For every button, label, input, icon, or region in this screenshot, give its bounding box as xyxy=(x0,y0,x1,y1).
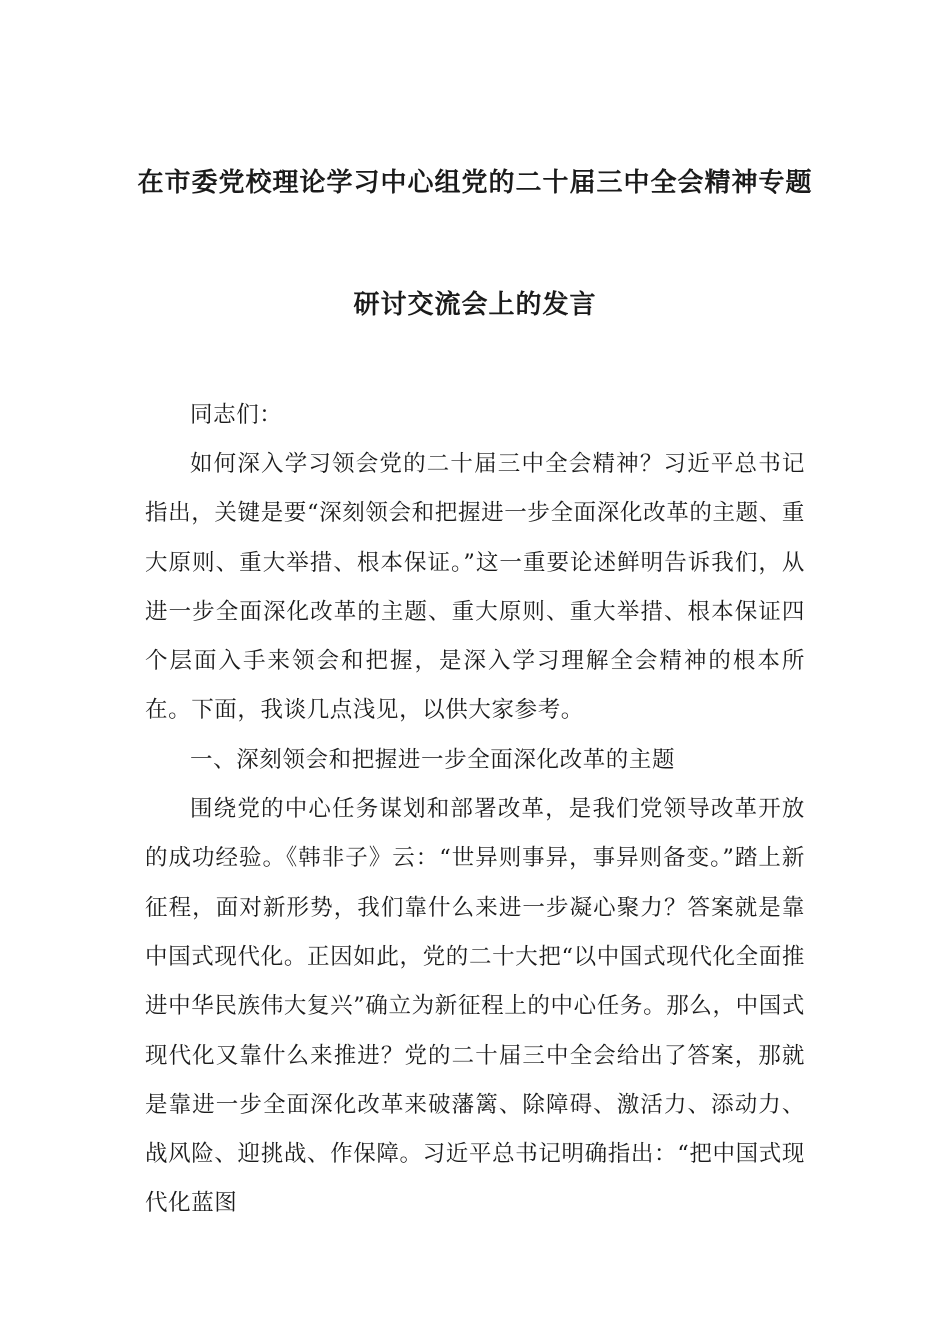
document-body xyxy=(145,440,805,1229)
salutation xyxy=(145,391,805,440)
document-title-line-1: 在市委党校理论学习中心组党的二十届三中全会精神专题 xyxy=(137,168,813,198)
document-title-line-2: 研讨交流会上的发言 xyxy=(353,290,597,320)
salutation-text: 同志们： xyxy=(190,402,283,428)
paragraph-section-1: 围绕党的中心任务谋划和部署改革，是我们党领导改革开放的成功经验。《韩非子》云：“世异则事异，事异则备变。”踏上新征程，面对新形势，我们靠什么来进一步凝心聚力？答案就是靠中国式现代化。正因如此，党的二十大把“以中国式现代化全面推进中华民族伟大复兴”确立为新征程上的中心任务。那么，中国式现代化又靠什么来推进？党的二十届三中全会给出了答案，那就是靠进一步全面深化改革来破藩篱、除障碍、激活力、添动力、战风险、迎挑战、作保障。习近平总书记明确指出：“把中国式现代化蓝图 xyxy=(145,796,805,1217)
paragraph-intro: 如何深入学习领会党的二十届三中全会精神？习近平总书记指出，关键是要“深刻领会和把握进一步全面深化改革的主题、重大原则、重大举措、根本保证。”这一重要论述鲜明告诉我们，从进一步全面深化改革的主题、重大原则、重大举措、根本保证四个层面入手来领会和把握，是深入学习理解全会精神的根本所在。下面，我谈几点浅见，以供大家参考。 xyxy=(145,451,805,724)
section-heading-1: 一、深刻领会和把握进一步全面深化改革的主题 xyxy=(190,746,676,773)
